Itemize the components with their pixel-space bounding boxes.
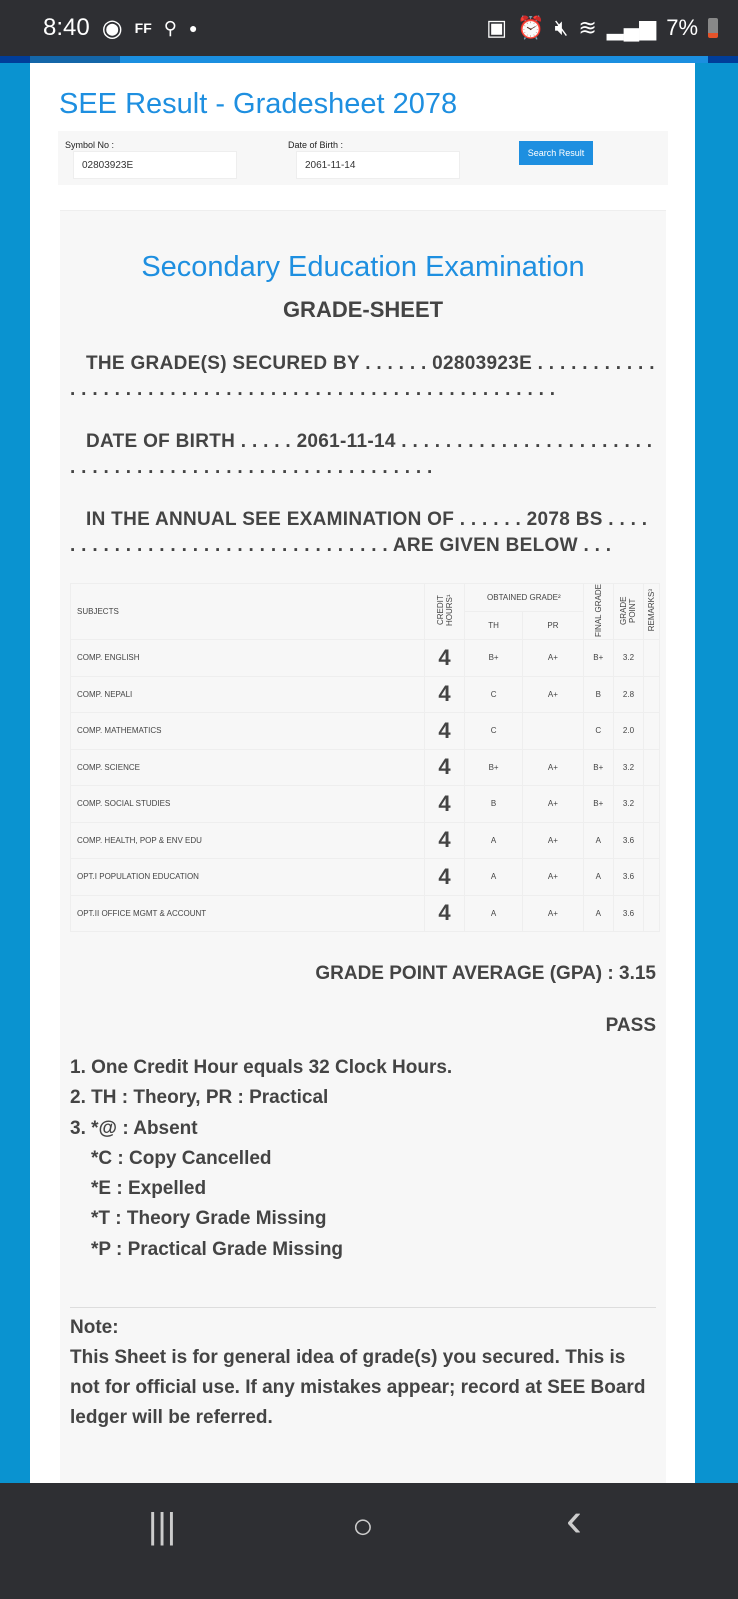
cell-remarks xyxy=(644,786,660,823)
cell-final: B xyxy=(583,676,613,713)
cell-pr: A+ xyxy=(523,786,583,823)
cell-th: B+ xyxy=(465,640,523,677)
table-row xyxy=(71,713,660,750)
sheet-heading: Secondary Education Examination xyxy=(141,251,585,283)
table-row xyxy=(71,895,660,932)
chrome-icon: ◉ xyxy=(101,14,123,42)
dob-label: Date of Birth : xyxy=(288,140,344,150)
nav-bar xyxy=(0,1483,738,1599)
cell-credit: 4 xyxy=(425,676,465,713)
cell-th: A xyxy=(465,822,523,859)
cell-subject: COMP. NEPALI xyxy=(71,676,425,713)
cell-gp: 3.2 xyxy=(613,640,643,677)
note-item: 2. TH : Theory, PR : Practical xyxy=(70,1087,329,1109)
table-row xyxy=(71,786,660,823)
header-subjects: SUBJECTS xyxy=(71,584,425,640)
cell-gp: 3.6 xyxy=(613,822,643,859)
header-obtained: OBTAINED GRADE² xyxy=(465,584,584,612)
cell-final: A xyxy=(583,859,613,896)
cell-th: B+ xyxy=(465,749,523,786)
back-button[interactable]: ‹ xyxy=(566,1494,582,1547)
cell-subject: COMP. HEALTH, POP & ENV EDU xyxy=(71,822,425,859)
cell-remarks xyxy=(644,640,660,677)
cell-remarks xyxy=(644,895,660,932)
header-credit: CREDIT HOURS¹ xyxy=(435,594,454,627)
mute-icon: 🔇︎ xyxy=(554,15,569,40)
cell-subject: COMP. SOCIAL STUDIES xyxy=(71,786,425,823)
cell-final: A xyxy=(583,895,613,932)
cell-remarks xyxy=(644,822,660,859)
note-item: *C : Copy Cancelled xyxy=(91,1147,272,1169)
recent-apps-button[interactable]: ||| xyxy=(148,1505,177,1546)
dob-input[interactable]: 2061-11-14 xyxy=(296,151,460,179)
table-row xyxy=(71,676,660,713)
search-result-button[interactable]: Search Result xyxy=(519,141,593,165)
cell-credit: 4 xyxy=(425,895,465,932)
divider xyxy=(70,1307,656,1308)
cell-remarks xyxy=(644,859,660,896)
cell-pr: A+ xyxy=(523,859,583,896)
cell-gp: 3.6 xyxy=(613,895,643,932)
cell-gp: 2.0 xyxy=(613,713,643,750)
cell-remarks xyxy=(644,676,660,713)
header-final: FINAL GRADE xyxy=(593,583,603,638)
status-bar xyxy=(0,0,738,56)
cell-pr: A+ xyxy=(523,822,583,859)
cell-th: B xyxy=(465,786,523,823)
clock: 8:40 xyxy=(43,14,90,41)
search-form xyxy=(58,131,668,185)
battery-icon xyxy=(708,18,718,38)
disclaimer xyxy=(70,1313,660,1433)
gpa: GRADE POINT AVERAGE (GPA) : 3.15 xyxy=(315,963,656,984)
header-remarks: REMARKS³ xyxy=(647,589,657,632)
note-item: 1. One Credit Hour equals 32 Clock Hours. xyxy=(70,1057,453,1078)
result-status: PASS xyxy=(605,1015,656,1036)
cell-gp: 3.2 xyxy=(613,786,643,823)
note-item: *E : Expelled xyxy=(91,1178,207,1200)
header-grade-point: GRADE POINT xyxy=(619,596,638,625)
cell-final: C xyxy=(583,713,613,750)
cell-final: B+ xyxy=(583,640,613,677)
header-th: TH xyxy=(465,612,523,640)
cell-credit: 4 xyxy=(425,859,465,896)
cell-credit: 4 xyxy=(425,713,465,750)
cell-gp: 3.2 xyxy=(613,749,643,786)
cell-pr: A+ xyxy=(523,895,583,932)
dob-line: DATE OF BIRTH . . . . . 2061-11-14 . . . . . . . . . . . . . . . . . . . . . . . . . . . . . . . . . . . . . . . . . . . . . . . . . . . . . . . . xyxy=(70,431,653,478)
note-item: *T : Theory Grade Missing xyxy=(91,1208,327,1230)
content-card xyxy=(30,63,695,1483)
ff-icon: FF xyxy=(134,20,152,36)
cell-credit: 4 xyxy=(425,822,465,859)
cell-pr: A+ xyxy=(523,640,583,677)
table-row xyxy=(71,640,660,677)
note-text: This Sheet is for general idea of grade(s) you secured. This is not for official use. If any mistakes appear; record at SEE Board ledger will be referred. xyxy=(70,1347,646,1428)
cell-pr: A+ xyxy=(523,676,583,713)
cell-pr: A+ xyxy=(523,749,583,786)
cell-remarks xyxy=(644,749,660,786)
cell-th: A xyxy=(465,859,523,896)
header-pr: PR xyxy=(523,612,583,640)
cell-th: C xyxy=(465,676,523,713)
page-title: SEE Result - Gradesheet 2078 xyxy=(59,88,458,120)
cell-subject: OPT.II OFFICE MGMT & ACCOUNT xyxy=(71,895,425,932)
note-item: 3. *@ : Absent xyxy=(70,1117,198,1139)
cell-credit: 4 xyxy=(425,640,465,677)
cell-gp: 2.8 xyxy=(613,676,643,713)
cell-remarks xyxy=(644,713,660,750)
note-title: Note: xyxy=(70,1317,119,1338)
cell-credit: 4 xyxy=(425,749,465,786)
battery-saver-icon: ▣ xyxy=(486,15,508,40)
grades-table xyxy=(70,583,660,932)
cell-final: A xyxy=(583,822,613,859)
exam-line: IN THE ANNUAL SEE EXAMINATION OF . . . . . . 2078 BS . . . . . . . . . . . . . . . . . . . . . . . . . . . . . . . . . ARE GIVEN BELOW . . . xyxy=(70,509,648,556)
wifi-icon: ≋ xyxy=(578,15,597,40)
cell-subject: OPT.I POPULATION EDUCATION xyxy=(71,859,425,896)
grade-sheet xyxy=(60,210,666,1483)
cell-subject: COMP. MATHEMATICS xyxy=(71,713,425,750)
signal-icon: ▂▄▆ xyxy=(606,15,657,40)
alarm-icon: ⏰ xyxy=(517,15,545,40)
legend-notes xyxy=(70,1053,452,1265)
battery-level: 7% xyxy=(666,15,698,40)
note-item: *P : Practical Grade Missing xyxy=(91,1238,344,1260)
table-row xyxy=(71,859,660,896)
cell-subject: COMP. SCIENCE xyxy=(71,749,425,786)
cell-credit: 4 xyxy=(425,786,465,823)
cell-subject: COMP. ENGLISH xyxy=(71,640,425,677)
home-button[interactable]: ○ xyxy=(352,1505,374,1546)
dot-icon: ● xyxy=(188,20,198,36)
symbol-input[interactable]: 02803923E xyxy=(73,151,237,179)
cell-final: B+ xyxy=(583,786,613,823)
cell-final: B+ xyxy=(583,749,613,786)
cell-gp: 3.6 xyxy=(613,859,643,896)
table-row xyxy=(71,749,660,786)
secured-by-line: THE GRADE(S) SECURED BY . . . . . . 02803923E . . . . . . . . . . . . . . . . . . . . . . . . . . . . . . . . . . . . . . . . . . . . . . . . . . . . . . . xyxy=(70,353,655,400)
cell-pr xyxy=(523,713,583,750)
search-icon: ⚲ xyxy=(163,17,177,38)
symbol-label: Symbol No : xyxy=(65,140,115,150)
cell-th: A xyxy=(465,895,523,932)
table-row xyxy=(71,822,660,859)
page-progress-strip xyxy=(0,56,738,63)
cell-th: C xyxy=(465,713,523,750)
sheet-subheading: GRADE-SHEET xyxy=(282,297,444,322)
